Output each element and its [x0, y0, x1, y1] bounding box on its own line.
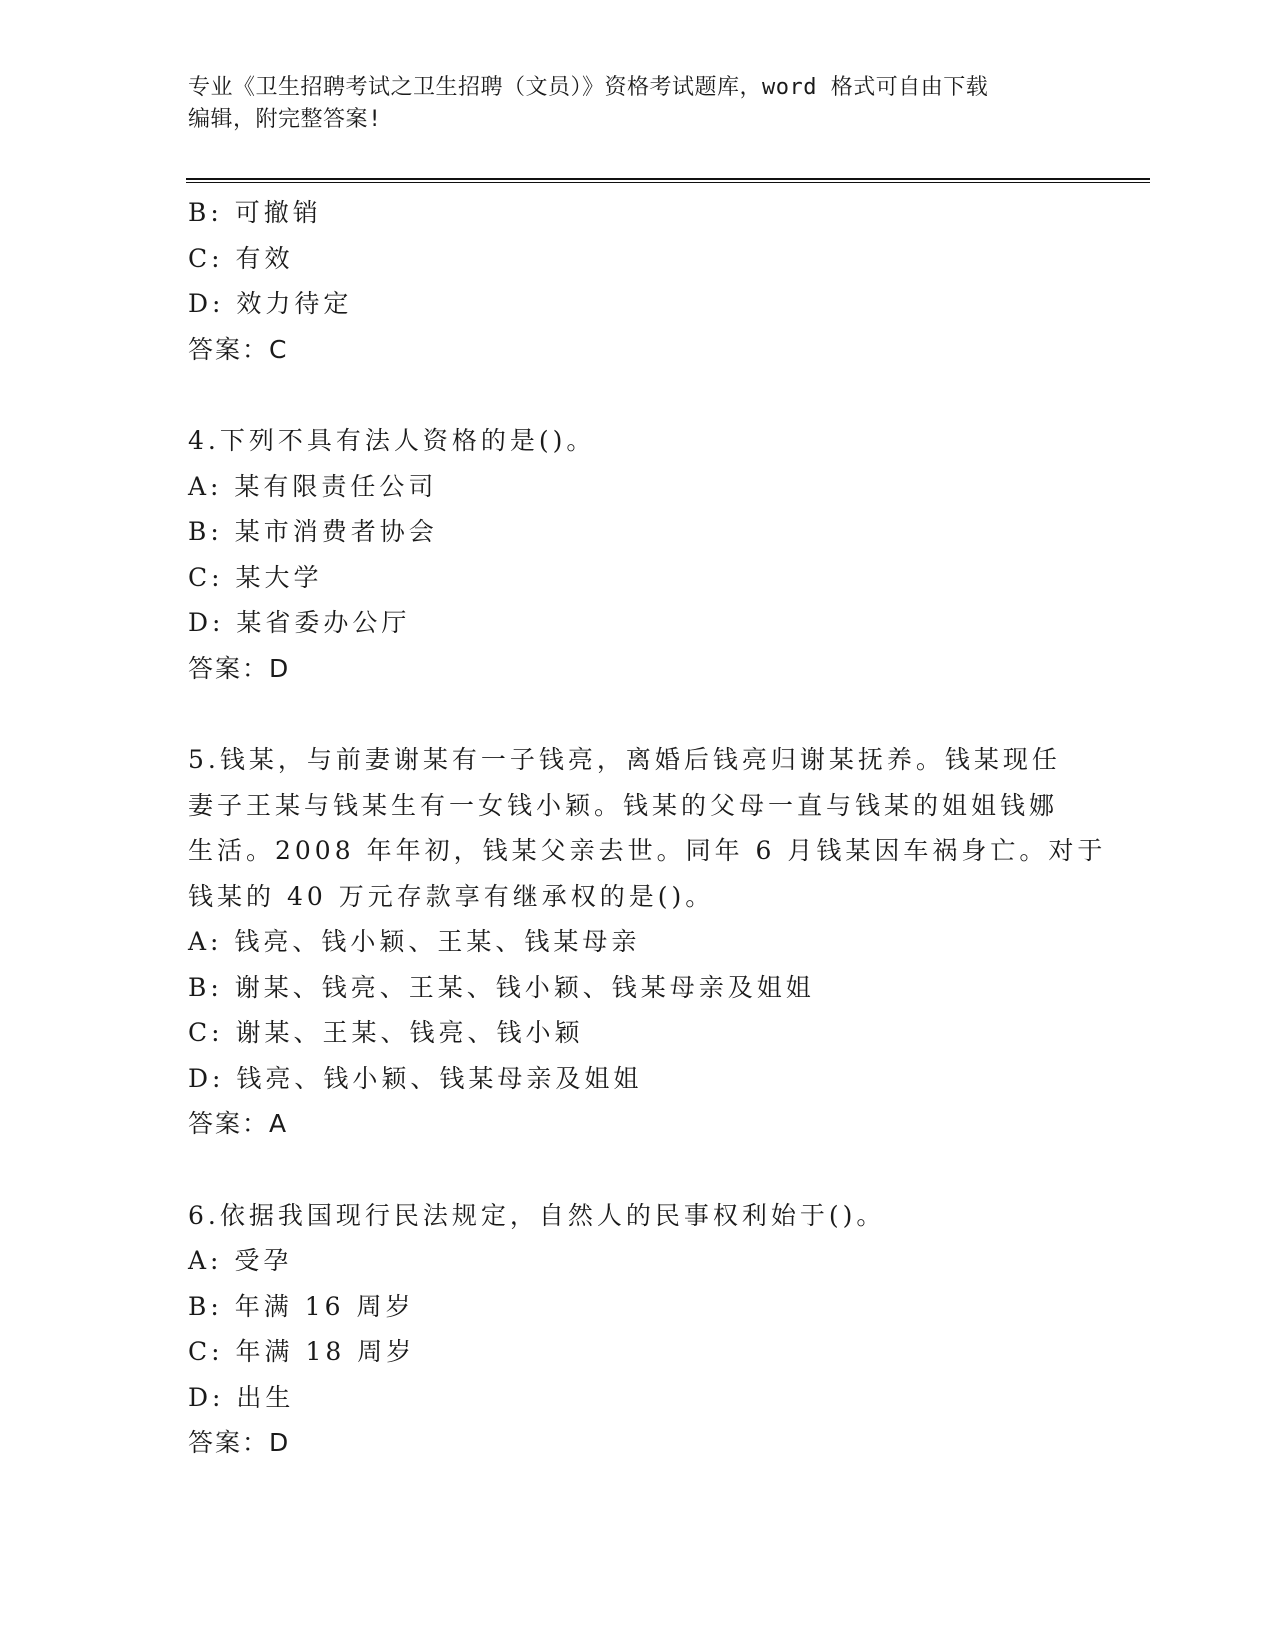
option-d: D: 出生 [188, 1382, 295, 1412]
option-a: A: 某有限责任公司 [188, 471, 438, 501]
question-stem: 4.下列不具有法人资格的是()。 [188, 426, 596, 455]
question-stem-line-1: 5.钱某，与前妻谢某有一子钱亮，离婚后钱亮归谢某抚养。钱某现任 [188, 745, 1061, 774]
option-d: D: 效力待定 [188, 289, 353, 318]
question-stem: 6.依据我国现行民法规定，自然人的民事权利始于()。 [188, 1200, 886, 1230]
question-block-5 [188, 737, 1107, 1147]
question-stem-line-4: 钱某的 40 万元存款享有继承权的是()。 [188, 881, 715, 911]
answer-line: 答案：D [188, 1428, 291, 1457]
question-list [188, 190, 1107, 1466]
option-d: D: 某省委办公厅 [188, 608, 411, 637]
option-d: D: 钱亮、钱小颖、钱某母亲及姐姐 [188, 1063, 643, 1093]
question-block-6 [188, 1193, 1088, 1466]
option-b: B: 谢某、钱亮、王某、钱小颖、钱某母亲及姐姐 [188, 972, 815, 1002]
answer-line: 答案：C [188, 334, 289, 364]
answer-line: 答案：A [188, 1109, 289, 1138]
option-b: B: 年满 16 周岁 [188, 1291, 415, 1321]
option-b: B: 某市消费者协会 [188, 517, 438, 546]
option-a: A: 受孕 [188, 1246, 293, 1275]
header-line-2: 编辑，附完整答案! [188, 107, 382, 132]
option-a: A: 钱亮、钱小颖、王某、钱某母亲 [188, 927, 641, 956]
option-b: B: 可撤销 [188, 198, 322, 227]
page-header [188, 72, 1068, 136]
header-divider [186, 178, 1150, 183]
header-line-1: 专业《卫生招聘考试之卫生招聘（文员）》资格考试题库，word 格式可自由下载 [188, 75, 989, 100]
answer-line: 答案：D [188, 653, 291, 683]
option-c: C: 谢某、王某、钱亮、钱小颖 [188, 1018, 584, 1047]
question-stem-line-2: 妻子王某与钱某生有一女钱小颖。钱某的父母一直与钱某的姐姐钱娜 [188, 790, 1059, 820]
option-c: C: 年满 18 周岁 [188, 1337, 416, 1366]
question-block-3 [188, 190, 1088, 372]
option-c: C: 有效 [188, 243, 294, 273]
question-stem-line-3: 生活。2008 年年初，钱某父亲去世。同年 6 月钱某因车祸身亡。对于 [188, 836, 1107, 865]
question-block-4 [188, 418, 1088, 691]
option-c: C: 某大学 [188, 562, 323, 592]
